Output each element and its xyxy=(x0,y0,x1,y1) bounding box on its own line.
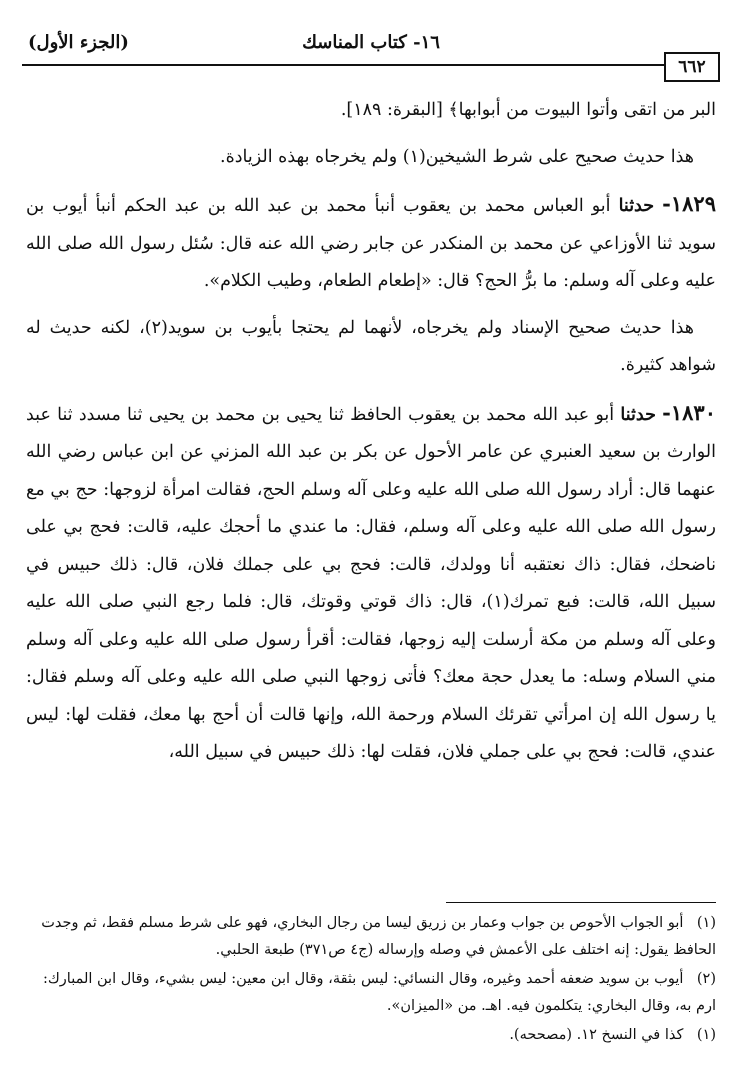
verse-line: البر من اتقى وأتوا البيوت من أبوابها﴾ [البقرة: ١٨٩]. xyxy=(340,100,716,120)
hadith-lead: حدثنا xyxy=(620,404,656,425)
header-rule xyxy=(22,64,664,66)
footnote-text: أبو الجواب الأحوص بن جواب وعمار بن زريق ليسا من رجال البخاري، فهو على شرط مسلم فقط، ثم وجدت الحافظ يقول: إنه اختلف على الأعمش في وصله وإرساله (ج٤ ص٣٧١) طبعة الحلبي. xyxy=(41,915,716,958)
book-page xyxy=(22,30,720,1050)
hadith-number: ١٨٣٠- xyxy=(662,399,716,425)
footnote xyxy=(26,910,716,964)
grading-paragraph: هذا حديث صحيح الإسناد ولم يخرجاه، لأنهما لم يحتجا بأيوب بن سويد(٢)، لكنه حديث له شواهد كثيرة. xyxy=(26,317,716,375)
footnote-mark: (٢) xyxy=(696,971,716,987)
hadith-text: أبو العباس محمد بن يعقوب أنبأ محمد بن عبد الله بن عبد الحكم أنبأ أيوب بن سويد ثنا الأوزاعي عن محمد بن المنكدر عن جابر رضي الله عنه قال: سُئل رسول الله صلى الله عليه وعلى آله وسلم: ما برُّ الحج؟ قال: «إطعام الطعام، وطيب الكلام». xyxy=(26,196,716,291)
footnote-mark: (١) xyxy=(696,915,716,931)
hadith-1830 xyxy=(26,394,716,772)
hadith-lead: حدثنا xyxy=(618,196,655,216)
hadith-text: أبو عبد الله محمد بن يعقوب الحافظ ثنا يحيى بن محمد بن يحيى ثنا مسدد ثنا عبد الوارث بن سعيد العنبري عن عامر الأحول عن بكر بن عبد الله المزني عن ابن عباس رضي الله عنهما قال: أراد رسول الله صلى الله عليه وعلى آله وسلم الحج، فقالت امرأة لزوجها: حج بي مع رسول الله صلى الله عليه وعلى آله وسلم، فقال: ما عندي ما أحجك عليه، قالت: فحج بي على ناضحك، فقال: ذاك نعتقبه أنا وولدك، قالت: فحج بي على جملك فلان، قال: ذلك حبيس في سبيل الله، قالت: فبع تمرك(١)، قال: ذاك قوتي وقوتك، قال: فلما رجع النبي صلى الله عليه وعلى آله وسلم من مكة أرسلت إليه زوجها، فقالت: أقرأ رسول صلى الله عليه وعلى آله وسلم مني السلام وسله: ما يعدل حجة معك؟ فأتى زوجها النبي صلى الله عليه وعلى آله وسلم فقال: يا رسول الله إن امرأتي تقرئك السلام ورحمة الله، وإنها قالت أن أحج بها معك، فقلت لها: ليس عندي، قالت: فحج بي على جملي فلان، فقلت لها: ذلك حبيس في سبيل الله، xyxy=(26,404,717,762)
footnote-rule xyxy=(446,902,716,903)
grading-paragraph: هذا حديث صحيح على شرط الشيخين(١) ولم يخرجاه بهذه الزيادة. xyxy=(220,146,694,167)
hadith-number: ١٨٢٩- xyxy=(662,191,716,216)
running-header xyxy=(22,30,720,77)
footnote xyxy=(26,966,716,1020)
page-number: ٦٦٢ xyxy=(664,52,720,82)
part-label: (الجزء الأول) xyxy=(28,32,129,53)
main-text xyxy=(26,92,716,781)
footnote-text: كذا في النسخ ١٢. (مصححه). xyxy=(509,1027,684,1043)
footnotes xyxy=(26,910,716,1051)
chapter-title: ١٦- كتاب المناسك xyxy=(302,32,440,53)
footnote-mark: (١) xyxy=(696,1027,716,1043)
footnote-text: أيوب بن سويد ضعفه أحمد وغيره، وقال النسائي: ليس بثقة، وقال ابن معين: ليس بشيء، وقال ابن المبارك: ارم به، وقال البخاري: يتكلمون فيه. اهـ. من «الميزان». xyxy=(42,971,716,1014)
hadith-1829 xyxy=(26,185,716,301)
footnote xyxy=(26,1022,716,1049)
